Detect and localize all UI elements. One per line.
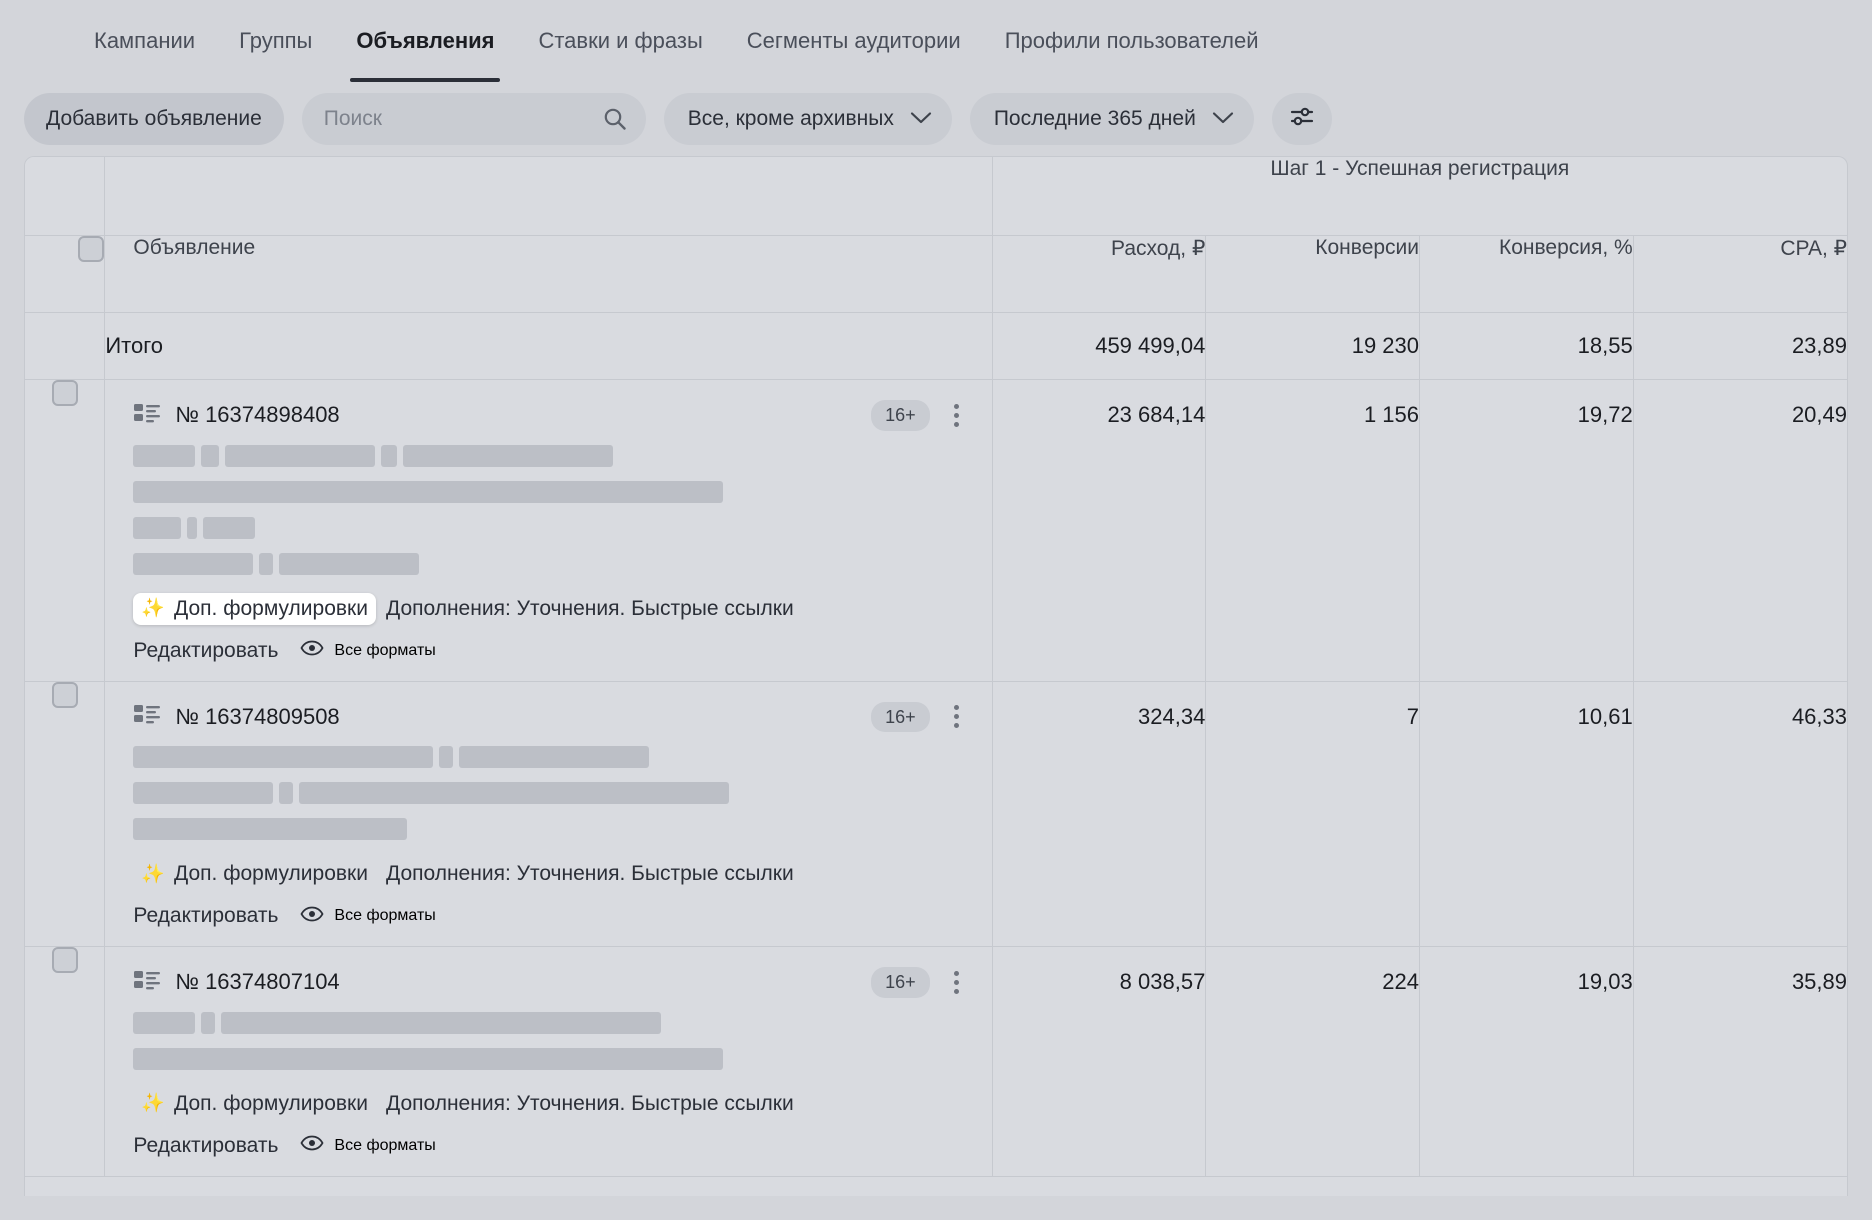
age-badge: 16+ xyxy=(871,967,930,998)
redacted-text-line xyxy=(133,782,969,804)
tab-bids-phrases[interactable] xyxy=(516,0,724,82)
metric-group-header: Шаг 1 - Успешная регистрация xyxy=(992,157,1847,236)
ad-id[interactable]: № 16374807104 xyxy=(175,969,340,995)
totals-conversion-rate: 18,55 xyxy=(1420,313,1634,380)
extra-formulations-link[interactable] xyxy=(133,593,376,625)
tab-label: Ставки и фразы xyxy=(538,28,703,53)
tab-campaigns[interactable] xyxy=(72,0,217,82)
ad-actions-row xyxy=(133,904,969,928)
row-conversion-rate: 10,61 xyxy=(1420,681,1634,947)
select-all-cell xyxy=(25,236,105,313)
tab-user-profiles[interactable] xyxy=(983,0,1281,82)
row-conversion-rate: 19,72 xyxy=(1420,380,1634,682)
edit-link[interactable]: Редактировать xyxy=(133,904,279,927)
tab-label: Кампании xyxy=(94,28,196,53)
table-row[interactable] xyxy=(25,380,1847,682)
period-filter-value: Последние 365 дней xyxy=(993,107,1196,130)
ad-id[interactable]: № 16374809508 xyxy=(175,703,340,729)
ad-cell xyxy=(105,947,992,1177)
redacted-text-line xyxy=(133,1048,969,1070)
table-row[interactable] xyxy=(25,947,1847,1177)
tab-audience-segments[interactable] xyxy=(725,0,983,82)
ad-cell xyxy=(105,681,992,947)
sparkle-icon: ✨ xyxy=(141,863,166,885)
eye-icon xyxy=(300,906,324,927)
row-checkbox[interactable] xyxy=(52,380,78,406)
sparkle-icon: ✨ xyxy=(141,1093,166,1114)
column-header-conversion-rate[interactable]: Конверсия, % xyxy=(1420,236,1634,313)
ad-additions-link[interactable]: Дополнения: Уточнения. Быстрые ссылки xyxy=(385,862,794,885)
redacted-text-line xyxy=(133,818,969,840)
extra-formulations-label: Доп. формулировки xyxy=(174,862,368,885)
column-header-ad[interactable]: Объявление xyxy=(105,236,992,313)
row-select-cell xyxy=(25,681,105,947)
age-badge: 16+ xyxy=(871,400,930,431)
row-spend: 324,34 xyxy=(992,681,1206,947)
tab-label: Сегменты аудитории xyxy=(746,28,961,53)
chevron-down-icon xyxy=(1212,107,1234,131)
extra-formulations-link[interactable] xyxy=(133,858,376,890)
totals-cpa: 23,89 xyxy=(1633,313,1847,380)
blank-header-cell xyxy=(25,157,105,236)
edit-link[interactable]: Редактировать xyxy=(133,1133,279,1157)
column-header-spend[interactable]: Расход, ₽ xyxy=(992,236,1206,313)
eye-icon xyxy=(300,640,324,661)
row-cpa: 46,33 xyxy=(1633,681,1847,947)
totals-spend: 459 499,04 xyxy=(992,313,1206,380)
search-icon[interactable] xyxy=(602,106,628,132)
ad-links-row xyxy=(133,593,969,625)
ad-additions-link[interactable]: Дополнения: Уточнения. Быстрые ссылки xyxy=(385,1091,794,1115)
ad-additions-link[interactable]: Дополнения: Уточнения. Быстрые ссылки xyxy=(385,596,794,620)
all-formats-link[interactable] xyxy=(300,1135,435,1156)
row-spend: 23 684,14 xyxy=(992,380,1206,682)
blank-header-cell xyxy=(105,157,992,236)
totals-row xyxy=(25,313,1847,380)
redacted-text-line xyxy=(133,746,969,768)
redacted-text-line xyxy=(133,445,969,467)
row-conversions: 1 156 xyxy=(1206,380,1420,682)
status-filter-dropdown[interactable] xyxy=(664,93,952,145)
ad-actions-row xyxy=(133,1134,969,1158)
ad-links-row xyxy=(133,858,969,890)
ad-links-row xyxy=(133,1088,969,1120)
totals-empty-cell xyxy=(25,313,105,380)
edit-link[interactable]: Редактировать xyxy=(133,638,279,662)
tab-label: Профили пользователей xyxy=(1004,28,1259,53)
row-conversion-rate: 19,03 xyxy=(1420,947,1634,1177)
row-select-cell xyxy=(25,380,105,682)
toolbar xyxy=(0,82,1872,156)
extra-formulations-label: Доп. формулировки xyxy=(174,1091,368,1115)
table-column-header-row xyxy=(25,236,1847,313)
ad-type-icon xyxy=(133,703,161,730)
ads-table xyxy=(24,156,1848,1196)
all-formats-link[interactable] xyxy=(300,640,435,661)
table-row[interactable] xyxy=(25,681,1847,947)
ad-cell xyxy=(105,380,992,682)
row-spend: 8 038,57 xyxy=(992,947,1206,1177)
row-checkbox[interactable] xyxy=(52,682,78,708)
row-checkbox[interactable] xyxy=(52,947,78,973)
tab-ads[interactable] xyxy=(334,0,516,82)
age-badge: 16+ xyxy=(871,702,930,733)
ad-id[interactable]: № 16374898408 xyxy=(175,402,340,428)
extra-formulations-label: Доп. формулировки xyxy=(174,596,368,620)
all-formats-label: Все форматы xyxy=(334,907,436,924)
extra-formulations-link[interactable] xyxy=(133,1088,376,1120)
row-cpa: 20,49 xyxy=(1633,380,1847,682)
sliders-icon xyxy=(1289,106,1315,133)
column-settings-button[interactable] xyxy=(1272,93,1332,145)
row-cpa: 35,89 xyxy=(1633,947,1847,1177)
row-select-cell xyxy=(25,947,105,1177)
table-group-header-row xyxy=(25,157,1847,236)
column-header-cpa[interactable]: CPA, ₽ xyxy=(1633,236,1847,313)
column-header-conversions[interactable]: Конверсии xyxy=(1206,236,1420,313)
ad-actions-row xyxy=(133,639,969,663)
tab-label: Группы xyxy=(239,28,313,53)
redacted-text-line xyxy=(133,517,969,539)
row-conversions: 224 xyxy=(1206,947,1420,1177)
row-menu-button[interactable] xyxy=(944,703,970,730)
status-filter-value: Все, кроме архивных xyxy=(687,107,894,130)
all-formats-link[interactable] xyxy=(300,906,435,927)
row-conversions: 7 xyxy=(1206,681,1420,947)
sparkle-icon: ✨ xyxy=(141,598,166,619)
totals-conversions: 19 230 xyxy=(1206,313,1420,380)
select-all-checkbox[interactable] xyxy=(78,236,104,262)
all-formats-label: Все форматы xyxy=(334,641,436,659)
tab-label: Объявления xyxy=(356,28,495,53)
add-ad-button[interactable]: Добавить объявление xyxy=(24,93,284,145)
ad-type-icon xyxy=(133,402,161,429)
eye-icon xyxy=(300,1135,324,1156)
redacted-text-line xyxy=(133,481,969,503)
row-menu-button[interactable] xyxy=(944,402,970,429)
search-input[interactable] xyxy=(302,93,646,145)
main-tabs xyxy=(0,0,1872,82)
tab-groups[interactable] xyxy=(217,0,334,82)
period-filter-dropdown[interactable] xyxy=(970,93,1254,145)
redacted-text-line xyxy=(133,553,969,575)
chevron-down-icon xyxy=(910,107,932,131)
search-placeholder: Поиск xyxy=(323,107,382,130)
redacted-text-line xyxy=(133,1012,969,1034)
totals-label: Итого xyxy=(105,313,992,380)
all-formats-label: Все форматы xyxy=(334,1136,436,1154)
row-menu-button[interactable] xyxy=(944,969,970,996)
ad-type-icon xyxy=(133,969,161,996)
